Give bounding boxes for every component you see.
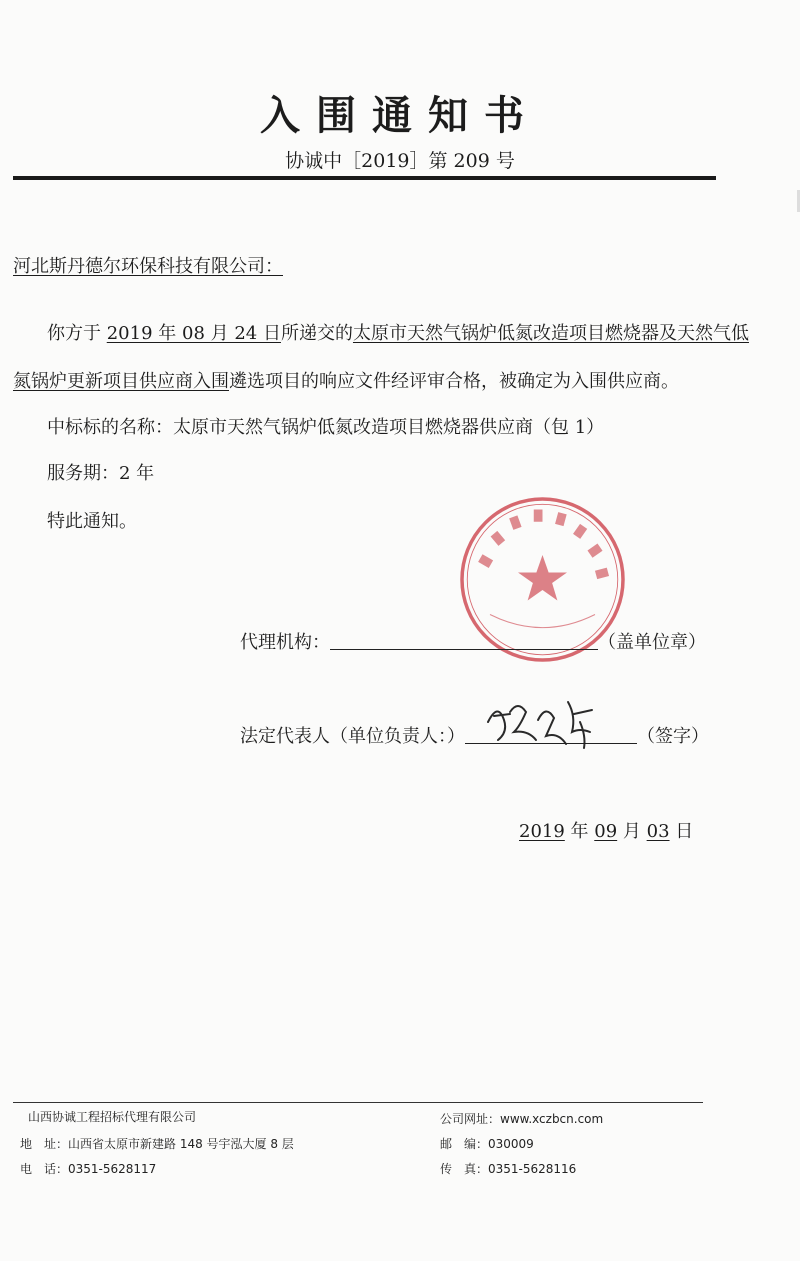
submission-date: 2019 年 08 月 24 日	[106, 323, 281, 344]
agency-signature-line	[330, 631, 598, 650]
page-title: 入围通知书	[260, 92, 540, 139]
footer-website: 公司网址：www.xczbcn.com	[440, 1112, 604, 1126]
header-divider	[13, 176, 716, 180]
project-name-part-2: 氮锅炉更新项目供应商入围	[13, 371, 229, 392]
service-period: 服务期：2 年	[47, 463, 155, 484]
legal-rep-signature-line	[465, 725, 637, 744]
issue-date-year: 2019	[519, 821, 565, 842]
paragraph-1-line-1: 你方于 2019 年 08 月 24 日所递交的太原市天然气锅炉低氮改造项目燃烧器及天然气低	[47, 323, 749, 344]
paragraph-1-line-2: 氮锅炉更新项目供应商入围遴选项目的响应文件经评审合格，被确定为入围供应商。	[13, 371, 679, 392]
legal-rep-label: 法定代表人（单位负责人：）	[240, 726, 465, 747]
footer-phone: 电 话：0351-5628117	[20, 1162, 157, 1176]
legal-rep-row	[240, 722, 709, 748]
footer-fax: 传 真：0351-5628116	[440, 1162, 577, 1176]
footer-address: 地 址：山西省太原市新建路 148 号宇泓大厦 8 层	[20, 1137, 294, 1151]
winning-item-name: 中标标的名称：太原市天然气锅炉低氮改造项目燃烧器供应商（包 1）	[47, 417, 605, 438]
legal-rep-note: （签字）	[637, 726, 709, 747]
recipient-name: 河北斯丹德尔环保科技有限公司：	[13, 256, 283, 277]
footer-divider	[13, 1102, 703, 1103]
agency-note: （盖单位章）	[598, 632, 706, 653]
issue-date-day: 03	[646, 821, 670, 842]
footer-company: 山西协诚工程招标代理有限公司	[28, 1110, 197, 1124]
footer-postcode: 邮 编：030009	[440, 1137, 534, 1151]
issue-date-month: 09	[594, 821, 618, 842]
agency-row	[240, 628, 706, 654]
agency-label: 代理机构：	[240, 632, 330, 653]
notice-closing: 特此通知。	[47, 511, 137, 532]
document-number: 协诚中［2019］第 209 号	[285, 150, 515, 172]
recipient	[13, 252, 283, 278]
issue-date: 2019 年 09 月 03 日	[519, 821, 694, 842]
project-name-part-1: 太原市天然气锅炉低氮改造项目燃烧器及天然气低	[352, 323, 749, 344]
